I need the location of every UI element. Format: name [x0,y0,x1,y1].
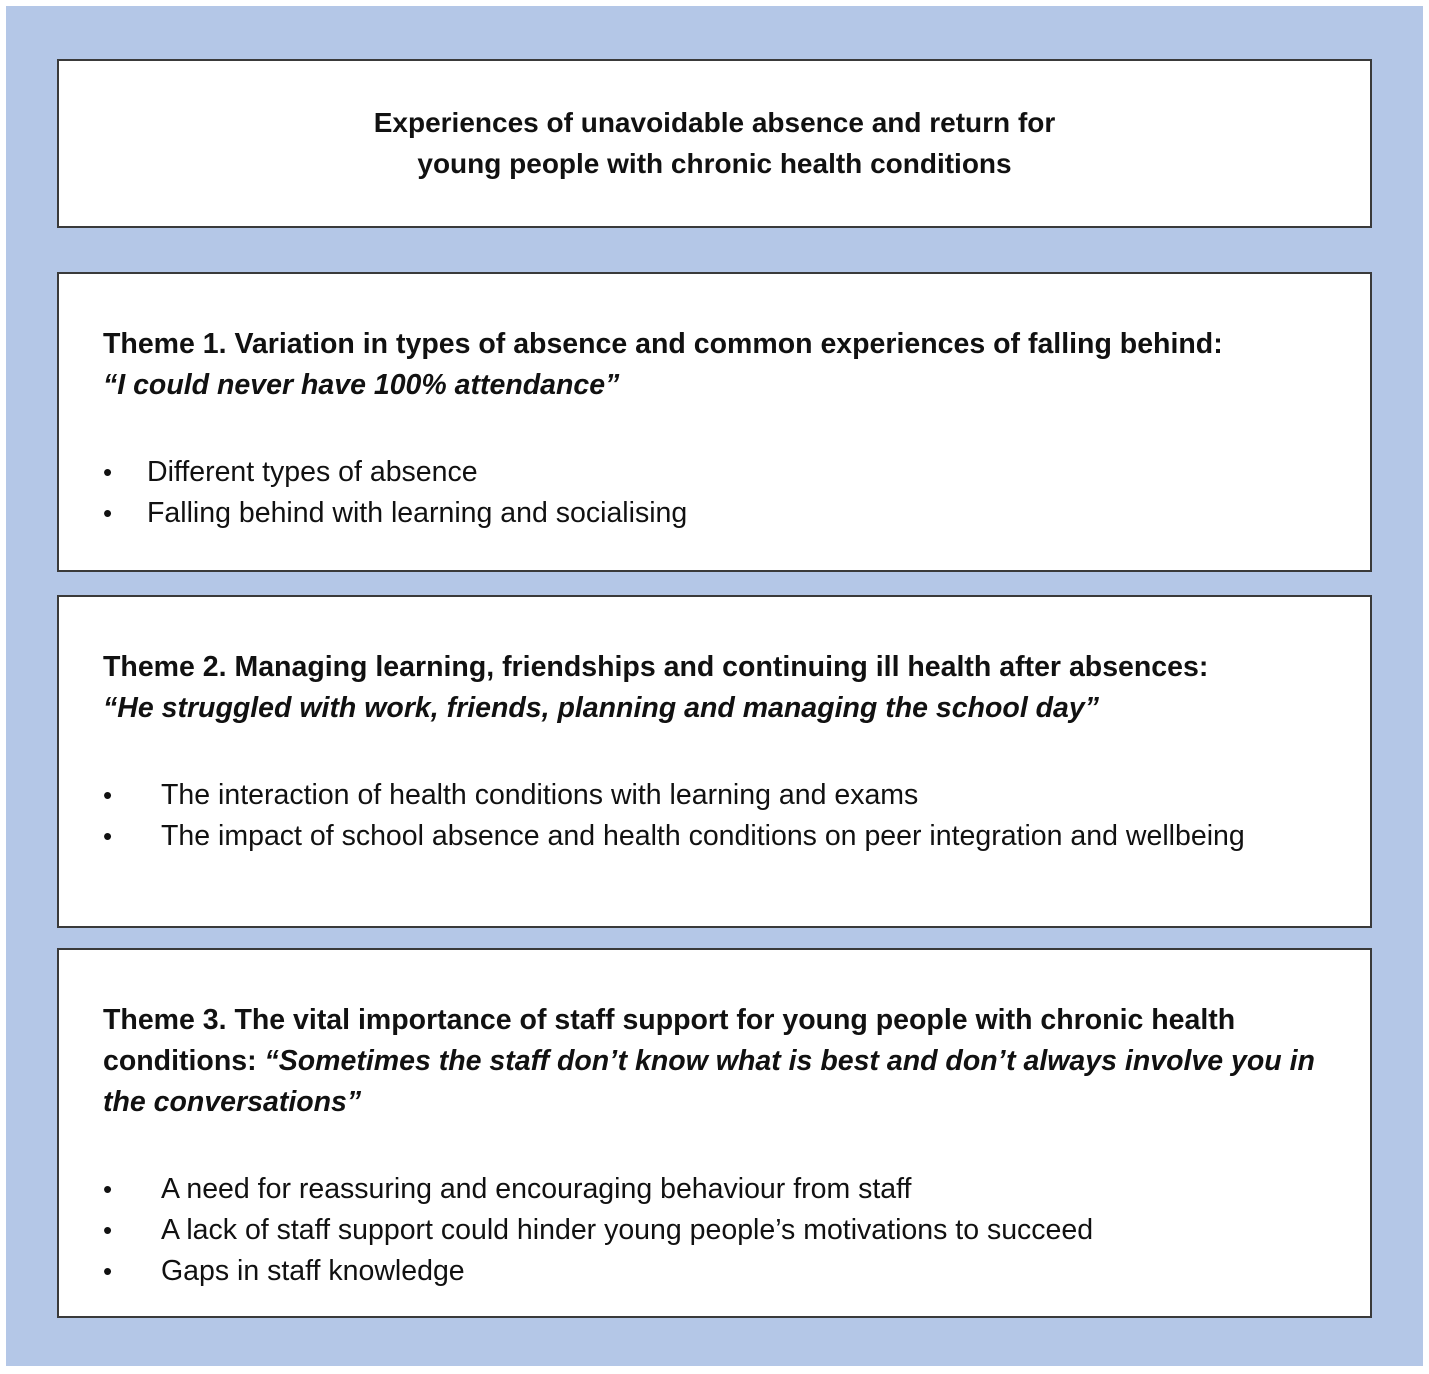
bullet-text: The interaction of health conditions with learning and exams [161,779,919,811]
bullet-icon: • [103,1215,113,1245]
theme-3-box [57,948,1372,1318]
theme-2-title: Theme 2. Managing learning, friendships and continuing ill health after absences: [103,651,1209,683]
list-item [103,452,1330,493]
bullet-text: Falling behind with learning and socialising [147,497,688,529]
theme-2-bullet-list [103,775,1330,857]
bullet-text: A need for reassuring and encouraging behaviour from staff [161,1173,912,1205]
theme-3-bullet-list [103,1169,1330,1292]
theme-2-box [57,595,1372,928]
bullet-icon: • [103,457,113,487]
bullet-icon: • [103,1256,113,1286]
theme-1-quote: “I could never have 100% attendance” [103,369,620,401]
theme-2-quote: “He struggled with work, friends, planning and managing the school day” [103,692,1100,724]
bullet-text: The impact of school absence and health conditions on peer integration and wellbeing [161,820,1245,852]
theme-1-box [57,272,1372,572]
bullet-icon: • [103,821,113,851]
bullet-icon: • [103,1174,113,1204]
list-item [103,493,1330,534]
title-box [57,59,1372,228]
title-line-1: Experiences of unavoidable absence and return for [373,106,1056,138]
theme-1-title: Theme 1. Variation in types of absence and common experiences of falling behind: [103,328,1223,360]
bullet-icon: • [103,780,113,810]
bullet-icon: • [103,498,113,528]
list-item [103,1169,1330,1210]
theme-3-quote: “Sometimes the staff don’t know what is best and don’t always involve you in the conversations” [103,1045,1315,1118]
bullet-text: A lack of staff support could hinder young people’s motivations to succeed [161,1214,1094,1246]
theme-3-title: Theme 3. The vital importance of staff support for young people with chronic health conditions: [103,1004,1236,1077]
bullet-text: Gaps in staff knowledge [161,1255,465,1287]
theme-1-bullet-list [103,452,1330,534]
list-item [103,1210,1330,1251]
theme-1-heading [103,324,1330,406]
diagram-title [335,102,1095,184]
list-item [103,1251,1330,1292]
list-item [103,816,1330,857]
theme-3-heading [103,1000,1330,1123]
title-line-2: young people with chronic health conditions [417,147,1012,179]
theme-2-heading [103,647,1330,729]
list-item [103,775,1330,816]
bullet-text: Different types of absence [147,456,478,488]
